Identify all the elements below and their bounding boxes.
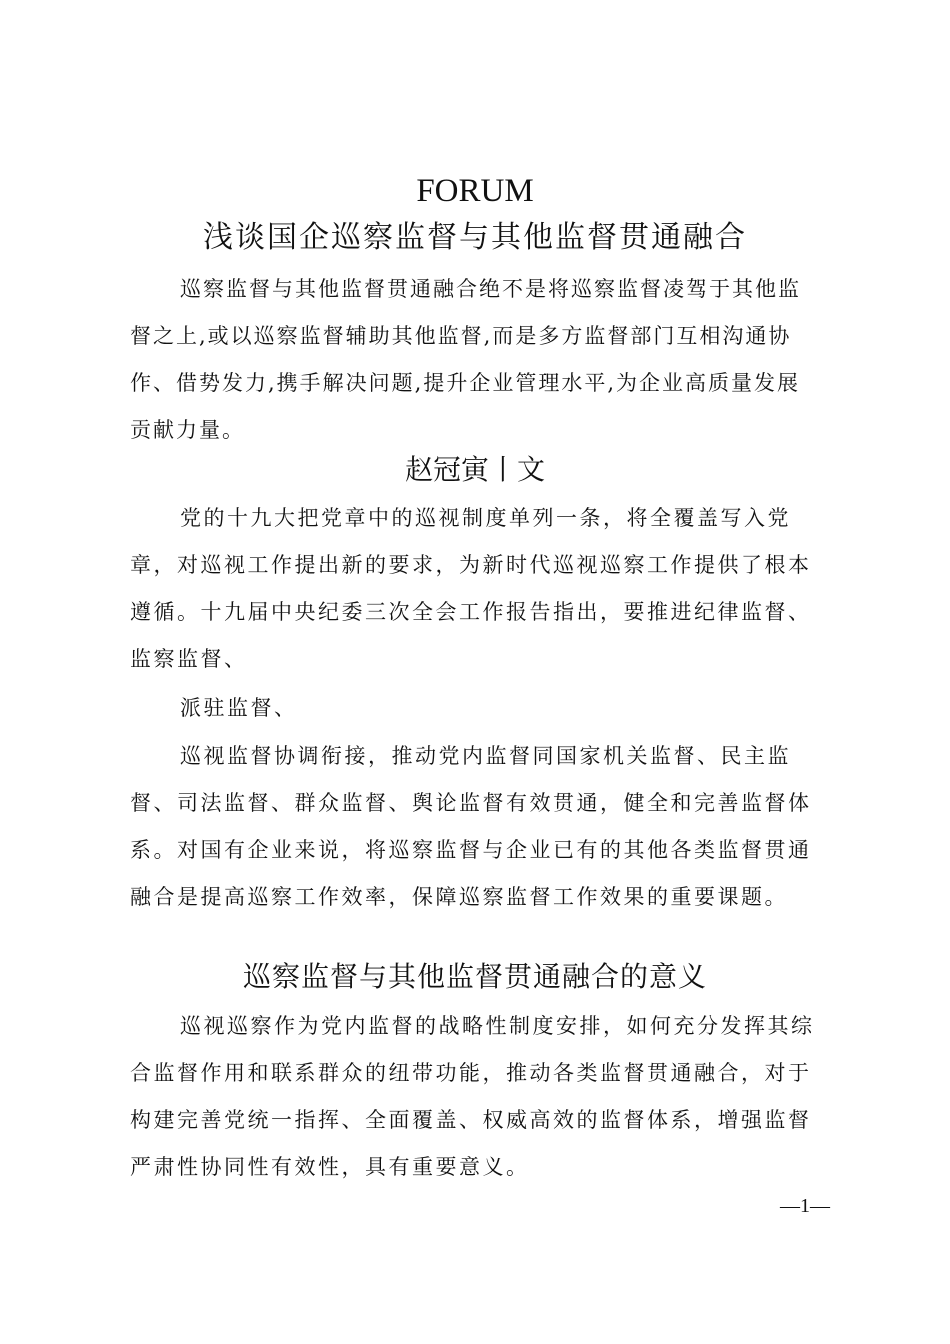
body-paragraph: 派驻监督、 bbox=[180, 696, 298, 720]
article-byline: 赵冠寅丨文 bbox=[404, 453, 545, 486]
page-number: —1— bbox=[780, 1195, 830, 1217]
section-paragraph: 巡视巡察作为党内监督的战略性制度安排，如何充分发挥其综合监督作用和联系群众的纽带功能，推动各类监督贯通融合，对于构建完善党统一指挥、全面覆盖、权威高效的监督体系，增强监督严肃性协同性有效性，具有重要意义。 bbox=[130, 1014, 815, 1179]
section-heading: 巡察监督与其他监督贯通融合的意义 bbox=[242, 960, 707, 993]
body-paragraph: 巡视监督协调衔接，推动党内监督同国家机关监督、民主监督、司法监督、群众监督、舆论监督有效贯通，健全和完善监督体系。对国有企业来说，将巡察监督与企业已有的其他各类监督贯通融合是提高巡察工作效率，保障巡察监督工作效果的重要课题。 bbox=[130, 744, 812, 909]
article-lead: 巡察监督与其他监督贯通融合绝不是将巡察监督凌驾于其他监督之上,或以巡察监督辅助其他监督,而是多方监督部门互相沟通协作、借势发力,携手解决问题,提升企业管理水平,为企业高质量发展贡献力量。 bbox=[130, 277, 801, 442]
section-label: FORUM bbox=[416, 173, 534, 209]
article-title: 浅谈国企巡察监督与其他监督贯通融合 bbox=[203, 220, 747, 255]
body-paragraph: 党的十九大把党章中的巡视制度单列一条，将全覆盖写入党章，对巡视工作提出新的要求，为新时代巡视巡察工作提供了根本遵循。十九届中央纪委三次全会工作报告指出，要推进纪律监督、监察监督、 bbox=[130, 506, 812, 671]
